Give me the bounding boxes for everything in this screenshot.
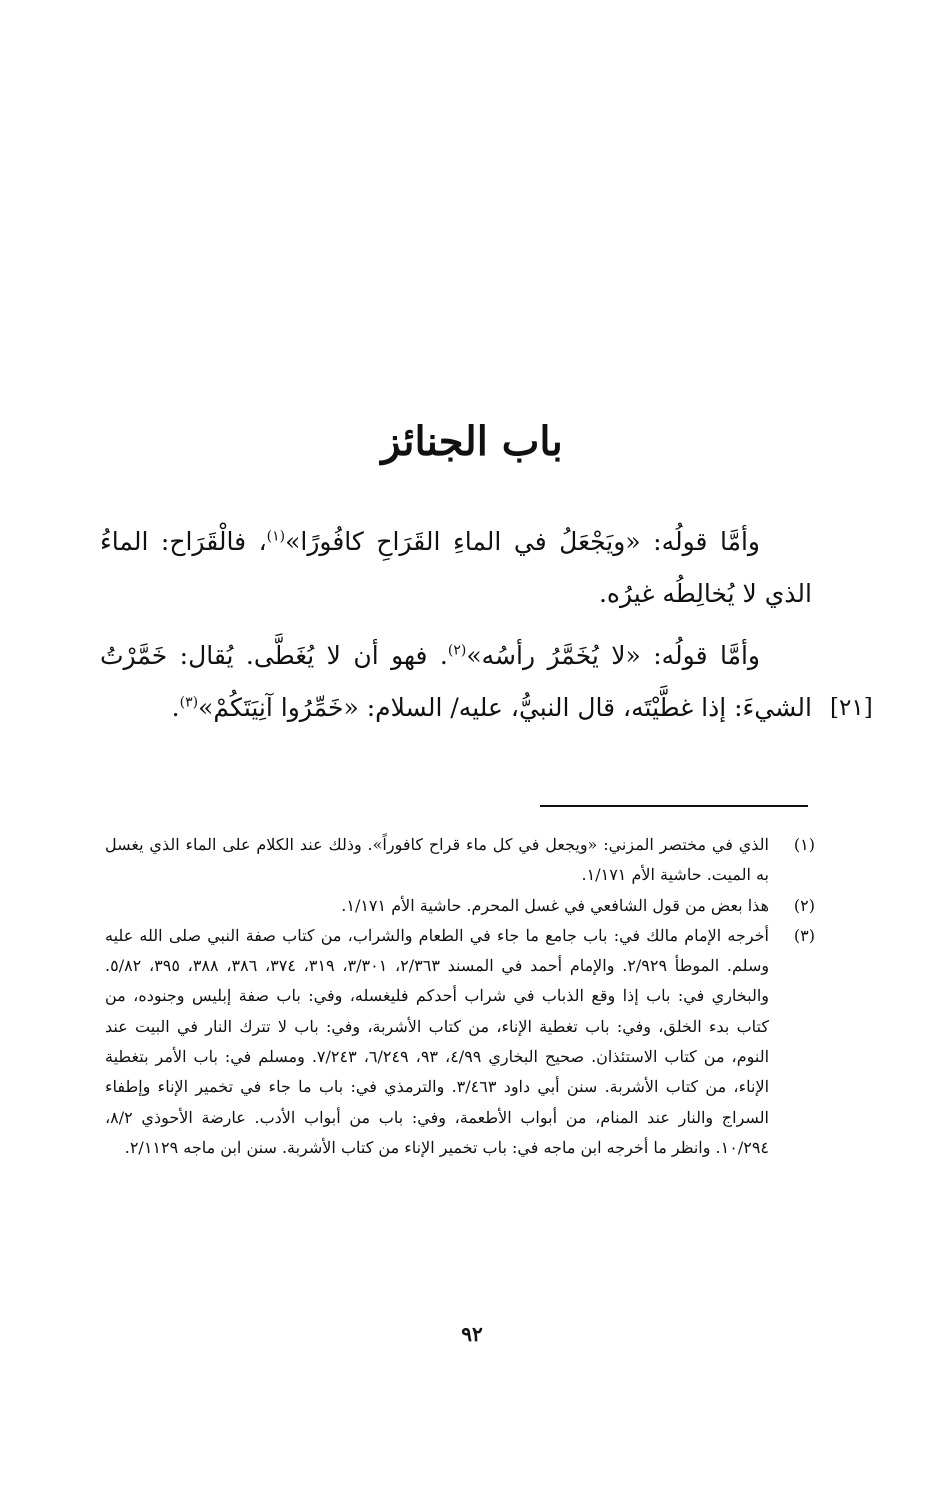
paragraph-2-text-end: . [171, 693, 180, 722]
footnote-ref-2[interactable]: (٢) [447, 642, 467, 659]
paragraph-1-text: وأمَّا قولُه: «ويَجْعَلُ في الماءِ القَرَاحِ كافُورًا» [285, 527, 761, 556]
footnote-text: الذي في مختصر المزني: «ويجعل في كل ماء قراح كافوراً». وذلك عند الكلام على الماء الذي يغسل به الميت. حاشية الأم ١/١٧١. [105, 835, 769, 885]
footnote-text: أخرجه الإمام مالك في: باب جامع ما جاء في الطعام والشراب، من كتاب صفة النبي صلى الله عليه وسلم. الموطأ ٢/٩٢٩. والإمام أحمد في المسند ٢/٣٦٣، ٣/٣٠١، ٣١٩، ٣٧٤، ٣٨٦، ٣٨٨، ٣٩٥، ٥/٨٢. والبخاري في: باب إذا وقع الذباب في شراب أحدكم فليغسله، وفي: باب صفة إبليس وجنوده، من كتاب بدء الخلق، وفي: باب تغطية الإناء، من كتاب الأشربة، وفي: باب لا تترك النار في البيت عند النوم، من كتاب الاستئذان. صحيح البخاري ٤/٩٩، ٩٣، ٦/٢٤٩، ٧/٢٤٣. ومسلم في: باب الأمر بتغطية الإناء، من كتاب الأشربة. سنن أبي داود ٣/٤٦٣. والترمذي في: باب ما جاء في تخمير الإناء وإطفاء السراج والنار عند المنام، من أبواب الأطعمة، وفي: باب من أبواب الأدب. عارضة الأحوذي ٨/٢، ١٠/٢٩٤. وانظر ما أخرجه ابن ماجه في: باب تخمير الإناء من كتاب الأشربة. سنن ابن ماجه ٢/١١٢٩. [105, 925, 770, 1157]
chapter-title: باب الجنائز [381, 418, 563, 465]
footnote-2 [105, 891, 815, 921]
paragraph-qarah [100, 516, 812, 620]
footnote-text: هذا بعض من قول الشافعي في غسل المحرم. حاشية الأم ١/١٧١. [341, 895, 769, 915]
footnote-ref-1[interactable]: (١) [266, 528, 286, 545]
main-text [100, 516, 812, 744]
manuscript-folio-marker: [٢١] [830, 695, 873, 721]
paragraph-1-text-after: ، فالْقَرَاح: الماءُ الذي لا يُخالِطُه غيرُه. [100, 527, 812, 608]
footnote-1 [105, 830, 815, 891]
footnote-number: (١) [793, 835, 815, 854]
footnote-number: (٢) [793, 895, 815, 915]
paragraph-2-text: وأمَّا قولُه: «لا يُخَمَّرُ رأسُه» [466, 641, 761, 670]
footnote-number: (٣) [793, 925, 815, 945]
footnote-ref-3[interactable]: (٣) [179, 694, 199, 711]
paragraph-2-text-mid: . فهو أن لا يُغَطَّى. يُقال: خَمَّرْتُ الشيءَ: إذا غطَّيْتَه، قال النبيُّ، عليه/ السلام: «خَمِّرُوا آنِيَتَكُمْ» [100, 641, 812, 722]
footnote-3 [105, 921, 815, 1163]
paragraph-khammara [100, 630, 812, 734]
page-number: ٩٢ [461, 1322, 483, 1346]
footnotes [105, 830, 815, 1163]
footnote-separator [540, 805, 808, 807]
